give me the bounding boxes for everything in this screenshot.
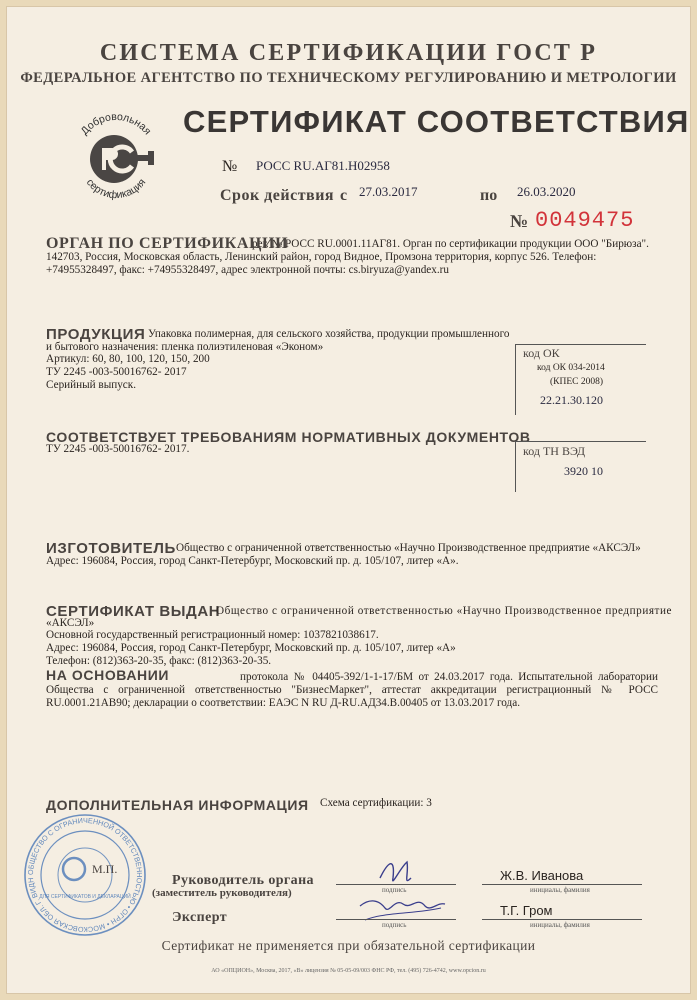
svg-text:сертификация: сертификация bbox=[83, 176, 149, 202]
expert-name-caption: инициалы, фамилия bbox=[530, 921, 590, 929]
validity-label: Срок действия bbox=[220, 187, 335, 204]
code-ok-kpes: (КПЕС 2008) bbox=[550, 377, 604, 387]
head-sign-line bbox=[336, 884, 456, 885]
expert-sign-line bbox=[336, 919, 456, 920]
organ-label: ОРГАН ПО СЕРТИФИКАЦИИ bbox=[46, 235, 289, 252]
head-label: Руководитель органа bbox=[172, 873, 314, 888]
certification-scheme: Схема сертификации: 3 bbox=[320, 797, 432, 809]
issued-address: Адрес: 196084, Россия, город Санкт-Петербург, Московский пр. д. 105/107, литер «А» bbox=[46, 642, 456, 654]
code-tnved-value: 3920 10 bbox=[564, 464, 603, 478]
head-name: Ж.В. Иванова bbox=[500, 868, 584, 883]
validity-from-label: с bbox=[340, 187, 348, 204]
expert-name-line bbox=[482, 919, 642, 920]
product-article: Артикул: 60, 80, 100, 120, 150, 200 bbox=[46, 353, 210, 365]
head-sublabel: (заместитель руководителя) bbox=[152, 887, 292, 899]
product-serial-release: Серийный выпуск. bbox=[46, 379, 136, 391]
conforms-label: СООТВЕТСТВУЕТ ТРЕБОВАНИЯМ НОРМАТИВНЫХ ДОКУМЕНТОВ bbox=[46, 429, 531, 445]
system-title: СИСТЕМА СЕРТИФИКАЦИИ ГОСТ Р bbox=[99, 40, 598, 66]
head-name-line bbox=[482, 884, 642, 885]
certificate-number: РОСС RU.АГ81.Н02958 bbox=[256, 158, 390, 173]
head-sign-caption: подпись bbox=[382, 886, 407, 894]
conforms-text: ТУ 2245 -003-50016762- 2017. bbox=[46, 443, 190, 455]
expert-name: Т.Г. Гром bbox=[500, 903, 553, 918]
code-tnved-label: код ТН ВЭД bbox=[523, 444, 586, 458]
validity-to-label: по bbox=[480, 187, 498, 204]
manufacturer-label: ИЗГОТОВИТЕЛЬ bbox=[46, 540, 176, 557]
manufacturer-address: Адрес: 196084, Россия, город Санкт-Петербург, Московский пр. д. 105/107, литер «А». bbox=[46, 555, 459, 567]
product-tu: ТУ 2245 -003-50016762- 2017 bbox=[46, 366, 187, 378]
footer-note: Сертификат не применяется при обязательной сертификации bbox=[161, 938, 536, 953]
svg-text:ДЛЯ СЕРТИФИКАТОВ И ДЕКЛАРАЦИЙ: ДЛЯ СЕРТИФИКАТОВ И ДЕКЛАРАЦИЙ bbox=[39, 894, 131, 900]
mp-label: М.П. bbox=[92, 862, 118, 876]
serial-label: № bbox=[510, 211, 529, 231]
code-ok-value: 22.21.30.120 bbox=[540, 393, 603, 407]
basis-label: НА ОСНОВАНИИ bbox=[46, 667, 170, 683]
code-ok-standard: код ОК 034-2014 bbox=[537, 363, 605, 373]
issued-line2: «АКСЭЛ» bbox=[46, 617, 95, 629]
number-label: № bbox=[222, 158, 238, 175]
organ-text: рег. № РОСС RU.0001.11АГ81. Орган по сертификации продукции ООО "Бирюза". 142703, Россия, Московская область, Ленинский район, город Видное, Промзона территория, корпус 526. Телефон: +74955328497, факс: +74955328497, адрес электронной почты: cs.biryuza@yandex.ru bbox=[46, 238, 649, 276]
expert-sign-caption: подпись bbox=[382, 921, 407, 929]
manufacturer-name: Общество с ограниченной ответственностью «Научно Производственное предприятие «АКСЭЛ» bbox=[176, 542, 641, 554]
seal-icon bbox=[22, 812, 148, 938]
rst-logo bbox=[66, 108, 166, 204]
valid-from-date: 27.03.2017 bbox=[359, 184, 418, 199]
additional-label: ДОПОЛНИТЕЛЬНАЯ ИНФОРМАЦИЯ bbox=[46, 797, 309, 813]
code-ok-label: код ОК bbox=[523, 346, 560, 360]
agency-title: ФЕДЕРАЛЬНОЕ АГЕНТСТВО ПО ТЕХНИЧЕСКОМУ РЕГУЛИРОВАНИЮ И МЕТРОЛОГИИ bbox=[20, 70, 677, 86]
product-line1: Упаковка полимерная, для сельского хозяйства, продукции промышленного bbox=[148, 328, 510, 340]
issued-phone: Телефон: (812)363-20-35, факс: (812)363-20-35. bbox=[46, 655, 272, 667]
expert-label: Эксперт bbox=[172, 910, 227, 925]
issued-line1: Общество с ограниченной ответственностью «Научно Производственное предприятие bbox=[216, 605, 673, 617]
serial-number: 0049475 bbox=[535, 208, 635, 233]
valid-to-date: 26.03.2020 bbox=[517, 184, 576, 199]
head-name-caption: инициалы, фамилия bbox=[530, 886, 590, 894]
basis-text: протокола № 04405-392/1-1-17/БМ от 24.03.2017 года. Испытательной лаборатории Общества с ограниченной ответственностью "БизнесМаркет", аттестат аккредитации регистрационный № РОСС RU.0001.21АВ90; декларации о соответствии: ЕАЭС N RU Д-RU.АД34.В.00405 от 13.03.2017 года. bbox=[46, 671, 658, 709]
product-line2: и бытового назначения: пленка полиэтиленовая «Эконом» bbox=[46, 341, 324, 353]
issued-label: СЕРТИФИКАТ ВЫДАН bbox=[46, 603, 221, 620]
issued-ogrn: Основной государственный регистрационный номер: 1037821038617. bbox=[46, 629, 379, 641]
printer-info: АО «ОПЦИОН», Москва, 2017, «В» лицензия № 05-05-09/003 ФНС РФ, тел. (495) 726-4742, www.opcion.ru bbox=[211, 968, 486, 974]
svg-text:Добровольная: Добровольная bbox=[78, 110, 154, 138]
product-label: ПРОДУКЦИЯ bbox=[46, 326, 146, 343]
certificate-title: СЕРТИФИКАТ СООТВЕТСТВИЯ bbox=[183, 104, 690, 139]
rst-logo-icon bbox=[66, 108, 166, 204]
seal-stamp bbox=[22, 812, 148, 938]
svg-text:ОБЩЕСТВО С ОГРАНИЧЕННОЙ ОТВЕТС: ОБЩЕСТВО С ОГРАНИЧЕННОЙ ОТВЕТСТВЕННОСТЬЮ • ОГРН • МОСКОВСКАЯ ОБЛ. Г. ВИДН bbox=[25, 815, 145, 935]
